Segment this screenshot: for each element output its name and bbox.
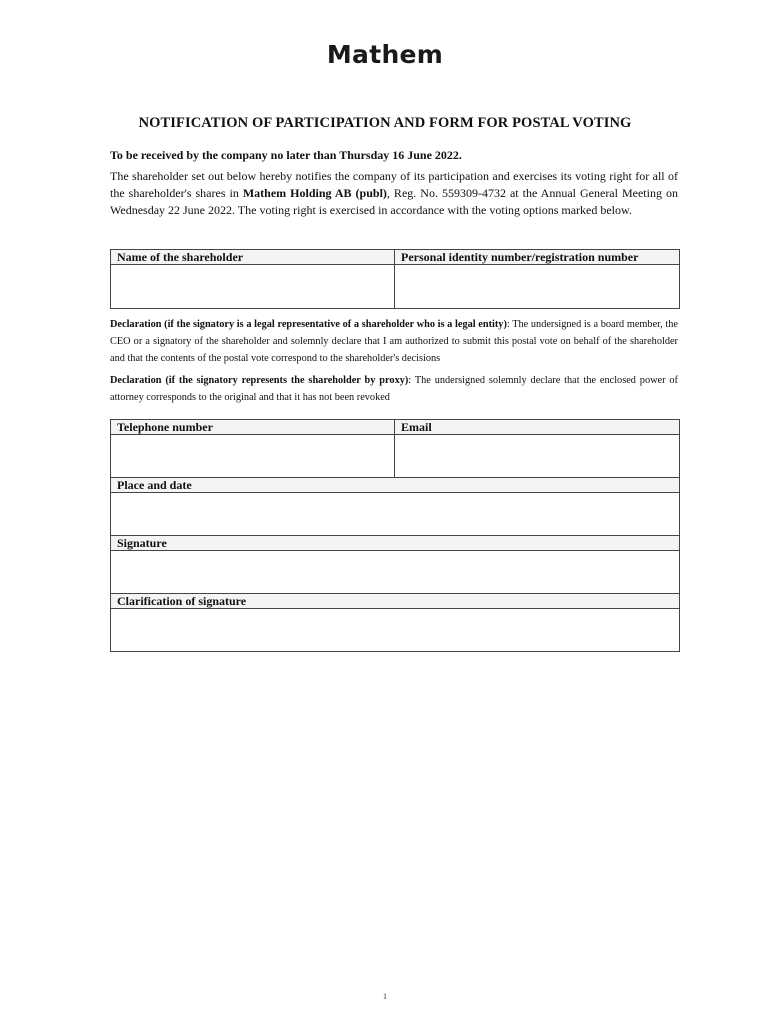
identity-number-label: Personal identity number/registration number xyxy=(395,250,680,265)
deadline-notice: To be received by the company no later than Thursday 16 June 2022. xyxy=(110,148,462,162)
telephone-label: Telephone number xyxy=(111,420,395,435)
shareholder-name-field[interactable] xyxy=(111,265,395,309)
intro-paragraph xyxy=(110,168,678,219)
clarification-of-signature-label: Clarification of signature xyxy=(111,594,680,609)
place-and-date-field[interactable] xyxy=(111,493,680,536)
shareholder-table xyxy=(110,249,680,309)
identity-number-field[interactable] xyxy=(395,265,680,309)
intro-text-part1: The shareholder set out below hereby notifies the company of its participation and exercises its voting right for all of the shareholder's shares in xyxy=(110,169,678,200)
declaration-proxy-heading: Declaration (if the signatory represents the shareholder by proxy) xyxy=(110,375,409,386)
shareholder-name-label: Name of the shareholder xyxy=(111,250,395,265)
contact-signature-table xyxy=(110,419,680,652)
clarification-of-signature-field[interactable] xyxy=(111,609,680,652)
page-number: 1 xyxy=(383,992,387,1001)
signature-field[interactable] xyxy=(111,551,680,594)
intro-text-part2: , Reg. No. 559309-4732 at the Annual General Meeting on Wednesday 22 June 2022. The voting right is exercised in accordance with the voting options marked below. xyxy=(110,186,678,217)
email-field[interactable] xyxy=(395,435,680,478)
company-name: Mathem Holding AB (publ) xyxy=(242,186,387,200)
telephone-field[interactable] xyxy=(111,435,395,478)
mathem-logo: Mathem xyxy=(326,40,444,69)
declaration-legal-entity-heading: Declaration (if the signatory is a legal representative of a shareholder who is a legal entity) xyxy=(110,319,507,330)
declaration-proxy-text: : The undersigned solemnly declare that the enclosed power of attorney corresponds to the original and that it has not been revoked xyxy=(110,375,678,403)
declaration-legal-entity-text: : The undersigned is a board member, the CEO or a signatory of the shareholder and solemnly declare that I am authorized to submit this postal vote on behalf of the shareholder and that the contents of the postal vote correspond to the shareholder's decisions xyxy=(110,319,678,364)
form-title: NOTIFICATION OF PARTICIPATION AND FORM FOR POSTAL VOTING xyxy=(138,115,632,131)
email-label: Email xyxy=(395,420,680,435)
declaration-proxy xyxy=(110,372,678,406)
place-and-date-label: Place and date xyxy=(111,478,680,493)
declaration-legal-entity xyxy=(110,316,678,367)
signature-label: Signature xyxy=(111,536,680,551)
